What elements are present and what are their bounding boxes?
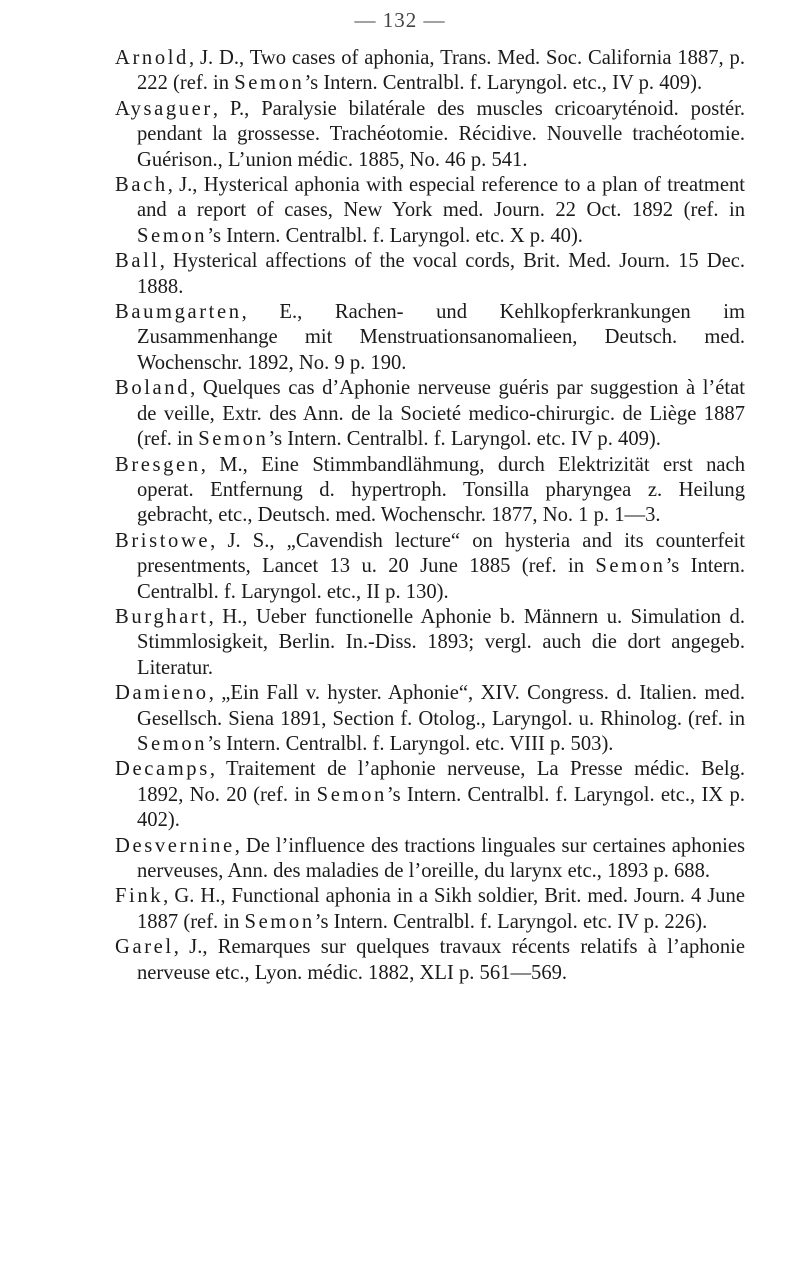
entry-author: Bresgen: [115, 453, 201, 476]
spaced-name: Semon: [234, 72, 305, 95]
bibliography-entry: [115, 173, 745, 249]
bibliography-list: [115, 46, 745, 986]
entry-text: , M., Eine Stimmbandlähmung, durch Elektrizität erst nach operat. Entfernung d. hypertroph. Tonsilla pharyngea z. Heilung gebracht, etc., Deutsch. med. Wochenschr. 1877, No. 1 p. 1—3.: [137, 453, 745, 527]
entry-text: , Hysterical affections of the vocal cords, Brit. Med. Journ. 15 Dec. 1888.: [137, 250, 745, 298]
bibliography-entry: [115, 605, 745, 681]
entry-author: Baumgarten: [115, 301, 242, 324]
entry-author: Aysaguer: [115, 97, 213, 120]
bibliography-entry: [115, 453, 745, 529]
entry-author: Desvernine: [115, 834, 235, 857]
entry-author: Ball: [115, 250, 160, 273]
spaced-name: Semon: [595, 555, 666, 578]
entry-text: , Traitement de l’aphonie nerveuse, La Presse médic. Belg. 1892, No. 20 (ref. in Semon’s Intern. Centralbl. f. Laryngol. etc., IX p. 402).: [137, 758, 745, 832]
entry-author: Fink: [115, 885, 164, 908]
bibliography-entry: [115, 529, 745, 605]
bibliography-entry: [115, 249, 745, 300]
entry-text: , G. H., Functional aphonia in a Sikh soldier, Brit. med. Journ. 4 June 1887 (ref. in Semon’s Intern. Centralbl. f. Laryngol. etc. IV p. 226).: [137, 885, 745, 933]
entry-text: , H., Ueber functionelle Aphonie b. Männern u. Simulation d. Stimmlosigkeit, Berlin. In.-Diss. 1893; vergl. auch die dort angegeb. Literatur.: [137, 605, 745, 679]
spaced-name: Semon: [198, 428, 269, 451]
entry-text: , J., Remarques sur quelques travaux récents relatifs à l’aphonie nerveuse etc., Lyon. médic. 1882, XLI p. 561—569.: [137, 936, 745, 984]
entry-author: Arnold: [115, 47, 189, 69]
entry-author: Decamps: [115, 758, 210, 781]
entry-author: Bristowe: [115, 529, 211, 552]
spaced-name: Semon: [137, 732, 208, 755]
entry-author: Burghart: [115, 605, 209, 628]
bibliography-entry: [115, 300, 745, 376]
entry-text: , J., Hysterical aphonia with especial reference to a plan of treatment and a report of cases, New York med. Journ. 22 Oct. 1892 (ref. in Semon’s Intern. Centralbl. f. Laryngol. etc. X p. 40).: [137, 174, 745, 247]
entry-text: , E., Rachen- und Kehlkopferkrankungen im Zusammenhange mit Menstruationsanomalieen, Deutsch. med. Wochenschr. 1892, No. 9 p. 190.: [137, 301, 745, 374]
entry-author: Bach: [115, 174, 168, 197]
entry-text: , De l’influence des tractions linguales sur certaines aphonies nerveuses, Ann. des maladies de l’oreille, du larynx etc., 1893 p. 688.: [137, 834, 745, 882]
bibliography-entry: [115, 376, 745, 452]
entry-author: Garel: [115, 936, 174, 959]
bibliography-entry: [115, 834, 745, 885]
entry-text: , P., Paralysie bilatérale des muscles cricoaryténoid. postér. pendant la grossesse. Trachéotomie. Récidive. Nouvelle trachéotomie. Guérison., L’union médic. 1885, No. 46 p. 541.: [137, 97, 745, 171]
entry-text: , J. S., „Cavendish lecture“ on hysteria and its counterfeit presentments, Lancet 13 u. 20 June 1885 (ref. in Semon’s Intern. Centralbl. f. Laryngol. etc., II p. 130).: [137, 529, 745, 603]
page-number: — 132 —: [354, 8, 446, 32]
bibliography-entry: [115, 757, 745, 833]
entry-text: , J. D., Two cases of aphonia, Trans. Med. Soc. California 1887, p. 222 (ref. in Semon’s Intern. Centralbl. f. Laryngol. etc., IV p. 409).: [137, 47, 745, 95]
bibliography-entry: [115, 935, 745, 986]
entry-author: Boland: [115, 377, 191, 400]
bibliography-entry: [115, 97, 745, 173]
spaced-name: Semon: [244, 910, 315, 933]
entry-text: , Quelques cas d’Aphonie nerveuse guéris par suggestion à l’état de veille, Extr. des Ann. de la Societé medico-chirurgic. de Liège 1887 (ref. in Semon’s Intern. Centralbl. f. Laryngol. etc. IV p. 409).: [137, 377, 745, 451]
bibliography-entry: [115, 681, 745, 757]
bibliography-entry: [115, 884, 745, 935]
bibliography-entry: [115, 46, 745, 97]
entry-author: Damieno: [115, 682, 209, 705]
spaced-name: Semon: [316, 783, 387, 806]
entry-text: , „Ein Fall v. hyster. Aphonie“, XIV. Congress. d. Italien. med. Gesellsch. Siena 1891, Section f. Otolog., Laryngol. u. Rhinolog. (ref. in Semon’s Intern. Centralbl. f. Laryngol. etc. VIII p. 503).: [137, 682, 745, 755]
spaced-name: Semon: [137, 224, 208, 247]
